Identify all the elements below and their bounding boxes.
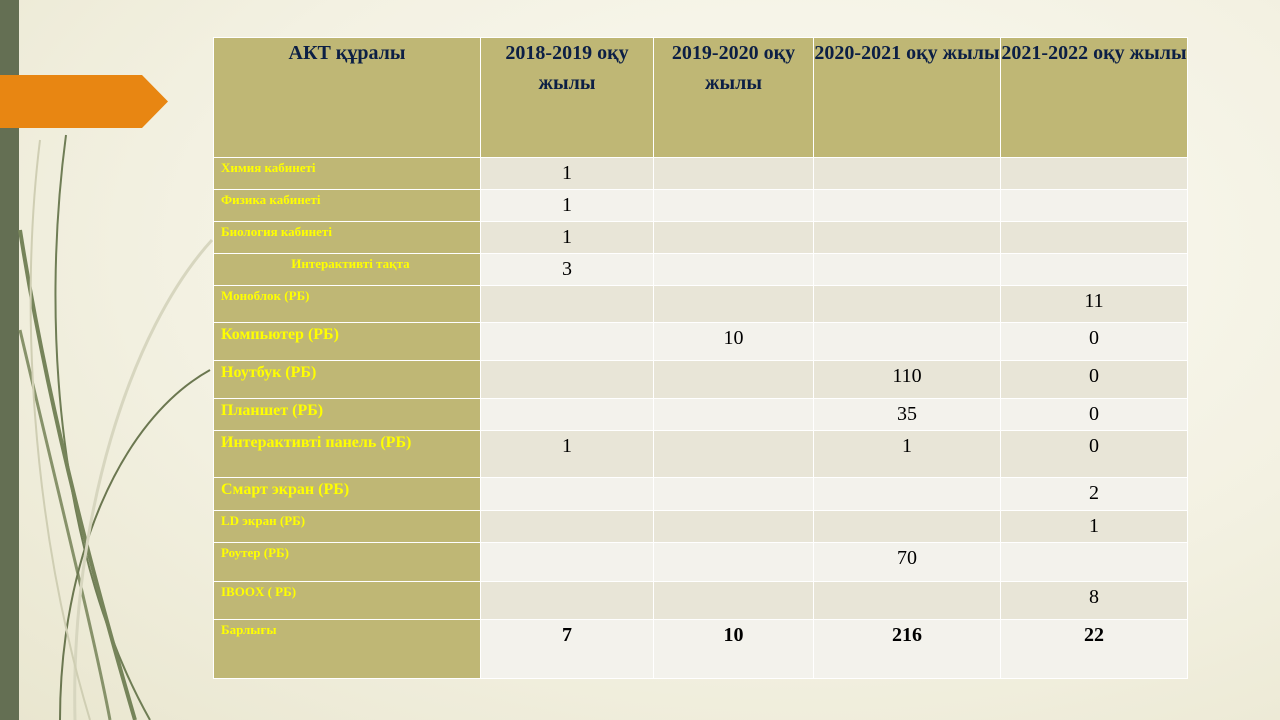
cell-value <box>814 254 1001 286</box>
cell-value: 11 <box>1001 286 1188 322</box>
cell-value <box>481 322 654 360</box>
table-row-total <box>214 619 1188 678</box>
table-row <box>214 190 1188 222</box>
table-row <box>214 581 1188 619</box>
row-label: Ноутбук (РБ) <box>214 360 481 398</box>
cell-value: 10 <box>654 619 814 678</box>
cell-value: 0 <box>1001 322 1188 360</box>
cell-value <box>654 581 814 619</box>
cell-value: 1 <box>1001 511 1188 543</box>
table-row <box>214 360 1188 398</box>
table-row <box>214 430 1188 477</box>
header-2018-2019: 2018-2019 оқу жылы <box>481 38 654 158</box>
cell-value: 216 <box>814 619 1001 678</box>
table-header-row <box>214 38 1188 158</box>
row-label: Биология кабинеті <box>214 222 481 254</box>
table-row <box>214 222 1188 254</box>
cell-value <box>814 581 1001 619</box>
cell-value <box>654 398 814 430</box>
row-label: LD экран (РБ) <box>214 511 481 543</box>
row-label: Планшет (РБ) <box>214 398 481 430</box>
cell-value <box>814 158 1001 190</box>
cell-value <box>814 478 1001 511</box>
cell-value <box>481 543 654 581</box>
header-2021-2022: 2021-2022 оқу жылы <box>1001 38 1188 158</box>
cell-value <box>814 222 1001 254</box>
table-row <box>214 511 1188 543</box>
cell-value <box>481 581 654 619</box>
cell-value <box>1001 222 1188 254</box>
cell-value <box>654 254 814 286</box>
row-label: Смарт экран (РБ) <box>214 478 481 511</box>
akt-table <box>213 37 1188 679</box>
table-row <box>214 286 1188 322</box>
table-row <box>214 322 1188 360</box>
header-2019-2020: 2019-2020 оқу жылы <box>654 38 814 158</box>
cell-value: 1 <box>481 158 654 190</box>
cell-value <box>814 322 1001 360</box>
cell-value: 1 <box>481 190 654 222</box>
cell-value <box>481 511 654 543</box>
cell-value <box>814 190 1001 222</box>
cell-value <box>654 222 814 254</box>
cell-value <box>654 543 814 581</box>
table-row <box>214 398 1188 430</box>
orange-arrow-tab <box>0 75 168 128</box>
cell-value: 22 <box>1001 619 1188 678</box>
cell-value: 0 <box>1001 360 1188 398</box>
cell-value: 7 <box>481 619 654 678</box>
cell-value <box>654 158 814 190</box>
cell-value <box>1001 543 1188 581</box>
cell-value <box>1001 254 1188 286</box>
row-label: Физика кабинеті <box>214 190 481 222</box>
cell-value: 10 <box>654 322 814 360</box>
cell-value: 70 <box>814 543 1001 581</box>
cell-value <box>654 478 814 511</box>
cell-value: 1 <box>481 430 654 477</box>
row-label: IBOOX ( РБ) <box>214 581 481 619</box>
table-row <box>214 543 1188 581</box>
header-tool: АКТ құралы <box>214 38 481 158</box>
table-row <box>214 478 1188 511</box>
cell-value <box>654 511 814 543</box>
cell-value: 8 <box>1001 581 1188 619</box>
cell-value <box>481 286 654 322</box>
cell-value <box>814 511 1001 543</box>
row-label: Компьютер (РБ) <box>214 322 481 360</box>
cell-value: 1 <box>481 222 654 254</box>
row-label: Интерактивті тақта <box>214 254 481 286</box>
header-2020-2021: 2020-2021 оқу жылы <box>814 38 1001 158</box>
cell-value <box>654 286 814 322</box>
cell-value: 110 <box>814 360 1001 398</box>
cell-value <box>1001 190 1188 222</box>
row-label: Роутер (РБ) <box>214 543 481 581</box>
cell-value: 3 <box>481 254 654 286</box>
cell-value <box>654 360 814 398</box>
cell-value <box>481 398 654 430</box>
row-label: Интерактивті панель (РБ) <box>214 430 481 477</box>
row-label: Химия кабинеті <box>214 158 481 190</box>
cell-value <box>1001 158 1188 190</box>
row-label: Моноблок (РБ) <box>214 286 481 322</box>
cell-value <box>481 478 654 511</box>
row-label: Барлығы <box>214 619 481 678</box>
cell-value: 0 <box>1001 398 1188 430</box>
cell-value <box>481 360 654 398</box>
cell-value <box>814 286 1001 322</box>
cell-value: 0 <box>1001 430 1188 477</box>
cell-value <box>654 190 814 222</box>
cell-value: 2 <box>1001 478 1188 511</box>
table-row <box>214 158 1188 190</box>
table-row <box>214 254 1188 286</box>
cell-value <box>654 430 814 477</box>
cell-value: 35 <box>814 398 1001 430</box>
cell-value: 1 <box>814 430 1001 477</box>
